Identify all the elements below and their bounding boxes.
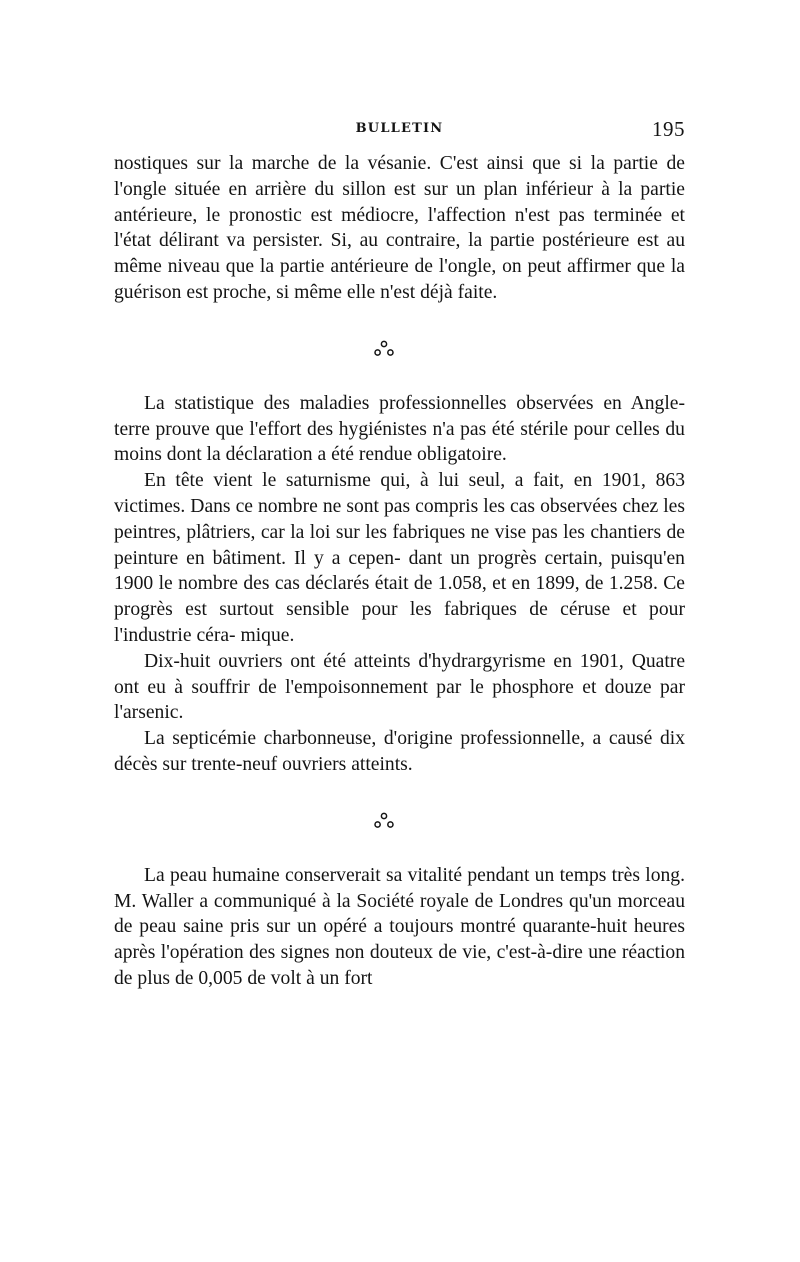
text-line: La septicémie charbonneuse, d'origine professionnelle, a causé [144,728,653,750]
text-line: 863 victimes. Dans ce nombre ne sont pas compris les cas [114,470,685,517]
text-line: très long. M. Waller a communiqué à la Société royale de Londres [114,864,685,912]
text-line: qu'un morceau de peau saine pris sur un opéré a toujours montré [114,890,685,938]
section-break-ornament [114,778,685,863]
text-line: dant un progrès certain, puisqu'en 1900 le nombre des cas [114,547,685,595]
text-line: observées chez les peintres, plâtriers, car la loi sur les fabriques [114,495,685,543]
text-line: nostiques sur la marche de la vésanie. C'est ainsi que si la partie [114,153,658,174]
text-line: de l'ongle située en arrière du sillon est sur un plan inférieur à [114,153,685,200]
asterism-icon [374,812,394,829]
body-text [114,151,685,992]
text-line: déclarés était de 1.058, et en 1899, de 1.258. Ce progrès est surtout [114,573,685,621]
paragraph-peau-humaine [114,863,685,992]
text-line: douze par l'arsenic. [114,676,685,724]
running-title: BULLETIN [355,121,444,136]
paragraph-vesanie-prognosis [114,151,685,306]
paragraph-hydrargyrisme [114,649,685,726]
page-number: 195 [652,117,685,141]
text-line: la partie antérieure, le pronostic est médiocre, l'affection n'est [114,178,685,226]
section-break-ornament [114,306,685,391]
text-line: dix décès sur trente-neuf ouvriers atteints. [114,728,685,775]
paragraph-septicemie [114,726,685,778]
text-line: La statistique des maladies professionnelles observées en Angle- [144,392,685,414]
text-line: celles du moins dont la déclaration a été rendue obligatoire. [114,418,685,466]
paragraph-saturnisme [114,468,685,649]
text-line: vie, c'est-à-dire une réaction de plus de 0,005 de volt à un fort [114,942,685,989]
text-line: n'est déjà faite. [380,281,498,303]
text-line: pas terminée et l'état délirant va persister. Si, au contraire, la [114,204,685,252]
text-line: Dix-huit ouvriers ont été atteints d'hydrargyrisme en 1901, [144,650,624,672]
text-line: sensible pour les fabriques de céruse et pour l'industrie céra- [114,599,685,646]
text-line: l'ongle, on peut affirmer que la guérison est proche, si même elle [114,256,685,303]
text-line: ne vise pas les chantiers de peinture en bâtiment. Il y a cepen- [114,521,685,569]
text-line: Quatre ont eu à souffrir de l'empoisonnement par le phosphore et [114,650,686,698]
text-line: mique. [240,624,295,646]
text-line: terre prouve que l'effort des hygiénistes n'a pas été stérile pour [114,418,610,440]
asterism-icon [374,340,394,357]
text-line: En tête vient le saturnisme qui, à lui seul, a fait, en 1901, [144,470,646,492]
paragraph-statistique [114,391,685,468]
text-line: La peau humaine conserverait sa vitalité pendant un temps [144,864,607,886]
text-line: quarante-huit heures après l'opération des signes non douteux de [114,916,685,964]
running-head [114,117,685,141]
text-line: partie postérieure est au même niveau que la partie antérieure de [114,230,685,278]
